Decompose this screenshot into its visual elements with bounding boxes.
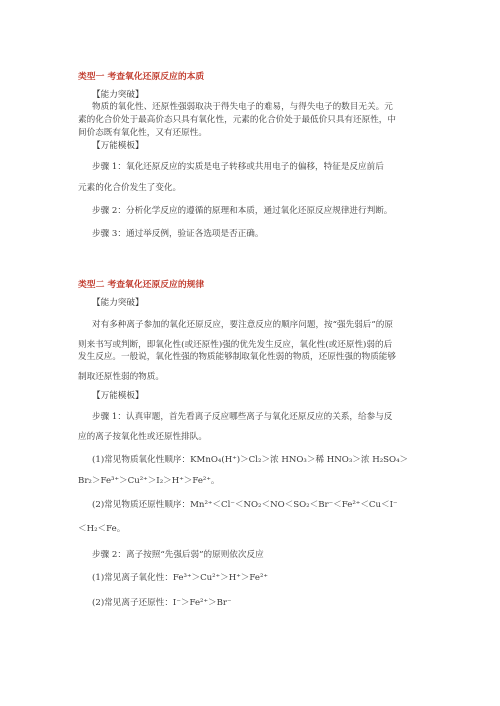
reducing-order-line-2: ＜H₂＜Fe。 xyxy=(78,524,126,534)
section1-ability-line-1: 物质的氧化性、还原性强弱取决于得失电子的难易，与得失电子的数目无关。元 xyxy=(92,102,393,112)
reducing-order-line-1: (2)常见物质还原性顺序：Mn²⁺＜Cl⁻＜NO₂＜NO＜SO₂＜Br⁻＜Fe²⁺＜Cu＜I⁻ xyxy=(92,500,398,510)
ion-reducing-order: (2)常见离子还原性：I⁻＞Fe²⁺＞Br⁻ xyxy=(92,598,232,608)
section1-ability-line-3: 间价态既有氧化性，又有还原性。 xyxy=(78,128,207,138)
section2-ability-line-4: 制取还原性弱的物质。 xyxy=(78,372,164,382)
section2-ability-line-3: 发生反应。一般说，氧化性强的物质能够制取氧化性弱的物质，还原性强的物质能够 xyxy=(78,352,396,362)
section2-ability-line-1: 对有多种离子参加的氧化还原反应，要注意反应的顺序问题，按“强先弱后”的原 xyxy=(92,320,393,330)
section1-ability-line-2: 素的化合价处于最高价态只具有氧化性，元素的化合价处于最低价只具有还原性，中 xyxy=(78,115,396,125)
section2-ability-line-2: 则来书写或判断，即氧化性(或还原性)强的优先发生反应，氧化性(或还原性)弱的后 xyxy=(78,340,393,350)
section2-step1-line-2: 应的离子按氧化性或还原性排队。 xyxy=(78,432,207,442)
section2-ability-label: 【能力突破】 xyxy=(92,298,144,308)
section1-ability-label: 【能力突破】 xyxy=(92,90,144,100)
oxidizing-order-line-2: Br₂＞Fe³⁺＞Cu²⁺＞I₂＞H⁺＞Fe²⁺。 xyxy=(78,476,220,486)
oxidizing-order-line-1: (1)常见物质氧化性顺序：KMnO₄(H⁺)＞Cl₂＞浓 HNO₃＞稀 HNO₃＞浓 H₂SO₄＞ xyxy=(92,455,409,465)
section1-step2: 步骤 2：分析化学反应的遵循的原理和本质，通过氧化还原反应规律进行判断。 xyxy=(92,206,393,216)
section2-template-label: 【万能模板】 xyxy=(92,391,144,401)
section1-step1-line-2: 元素的化合价发生了变化。 xyxy=(78,183,182,193)
section1-step3: 步骤 3：通过举反例，验证各选项是否正确。 xyxy=(92,229,264,239)
section2-step1-line-1: 步骤 1：认真审题，首先看离子反应哪些离子与氧化还原反应的关系，给参与反 xyxy=(92,412,393,422)
section2-step2: 步骤 2：离子按照“先强后弱”的原则依次反应 xyxy=(92,550,264,560)
section1-template-label: 【万能模板】 xyxy=(92,141,144,151)
section1-title: 类型一 考查氧化还原反应的本质 xyxy=(78,72,205,82)
ion-oxidizing-order: (1)常见离子氧化性：Fe³⁺＞Cu²⁺＞H⁺＞Fe²⁺ xyxy=(92,573,268,583)
section2-title: 类型二 考查氧化还原反应的规律 xyxy=(78,280,205,290)
section1-step1-line-1: 步骤 1：氧化还原反应的实质是电子转移或共用电子的偏移，特征是反应前后 xyxy=(92,162,384,172)
